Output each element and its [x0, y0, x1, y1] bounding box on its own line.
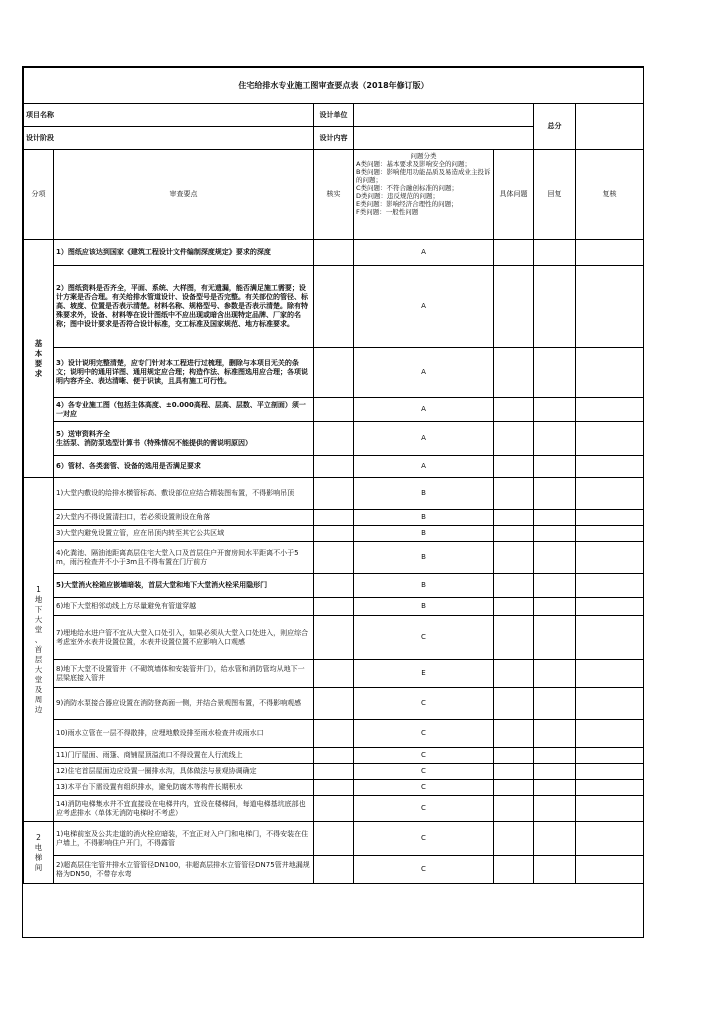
review-point: 14)消防电梯集水井不宜直接设在电梯井内，宜设在楼梯间，每道电梯基坑底部也应考虑排水（单体无消防电梯时不考虑） [54, 796, 314, 822]
verify-cell[interactable] [314, 822, 354, 856]
reply-cell[interactable] [534, 478, 576, 510]
category-cell: A [354, 240, 494, 266]
specific-issue-cell[interactable] [494, 266, 534, 348]
review-point: 5)大堂消火栓箱应嵌墙暗装，首层大堂和地下大堂消火栓采用隐形门 [54, 574, 314, 598]
category-cell: C [354, 822, 494, 856]
recheck-cell[interactable] [576, 616, 644, 660]
recheck-cell[interactable] [576, 856, 644, 884]
reply-cell[interactable] [534, 456, 576, 478]
table-row [24, 660, 644, 688]
specific-issue-cell[interactable] [494, 348, 534, 398]
review-point: 4）各专业施工图（包括主体高度、±0.000高程、层高、层数、平立剖面）须一一对应 [54, 398, 314, 422]
category-cell: B [354, 542, 494, 574]
specific-issue-cell[interactable] [494, 748, 534, 764]
specific-issue-cell[interactable] [494, 526, 534, 542]
project-name-label: 项目名称 [24, 104, 314, 127]
recheck-cell[interactable] [576, 526, 644, 542]
verify-cell[interactable] [314, 660, 354, 688]
reply-cell[interactable] [534, 598, 576, 616]
recheck-cell[interactable] [576, 240, 644, 266]
review-point: 1）图纸应该达到国家《建筑工程设计文件编制深度规定》要求的深度 [54, 240, 314, 266]
reply-cell[interactable] [534, 856, 576, 884]
table-row [24, 720, 644, 748]
section-elevator [24, 822, 54, 884]
category-cell: E [354, 660, 494, 688]
category-cell: C [354, 688, 494, 720]
verify-cell[interactable] [314, 720, 354, 748]
section-elevator-label: 电 梯 间 [34, 842, 43, 872]
reply-cell[interactable] [534, 764, 576, 780]
specific-issue-cell[interactable] [494, 822, 534, 856]
verify-cell[interactable] [314, 796, 354, 822]
section-lobby-number: 1 [36, 584, 41, 594]
recheck-cell[interactable] [576, 478, 644, 510]
header-section: 分项 [24, 150, 54, 240]
classification-line: A类问题：基本要求及影响安全的问题； [356, 159, 471, 168]
reply-cell[interactable] [534, 616, 576, 660]
category-cell: A [354, 348, 494, 398]
review-point: 5）送审资料齐全 生活泵、消防泵选型计算书（特殊情况不能提供的需说明原因） [54, 422, 314, 456]
specific-issue-cell[interactable] [494, 616, 534, 660]
reply-cell[interactable] [534, 348, 576, 398]
verify-cell[interactable] [314, 688, 354, 720]
specific-issue-cell[interactable] [494, 542, 534, 574]
table-row [24, 422, 644, 456]
classification-line: B类问题：影响使用功能品质及易造成业主投诉的问题； [356, 167, 491, 184]
verify-cell[interactable] [314, 764, 354, 780]
table-row [24, 266, 644, 348]
section-basic-label: 基 本 要 求 [34, 338, 43, 378]
review-point: 9)消防水泵接合器应设置在消防登高面一侧，并结合景观图布置，不得影响观感 [54, 688, 314, 720]
table-row [24, 856, 644, 884]
review-point: 13)木平台下需设置有组织排水，避免防腐木等构件长期积水 [54, 780, 314, 796]
specific-issue-cell[interactable] [494, 796, 534, 822]
header-reply: 回复 [534, 150, 576, 240]
recheck-cell[interactable] [576, 688, 644, 720]
classification-line: E类问题：影响经济合理性的问题； [356, 199, 458, 208]
specific-issue-cell[interactable] [494, 422, 534, 456]
category-cell: C [354, 856, 494, 884]
reply-cell[interactable] [534, 688, 576, 720]
recheck-cell[interactable] [576, 574, 644, 598]
design-content-value[interactable] [354, 127, 534, 150]
specific-issue-cell[interactable] [494, 574, 534, 598]
recheck-cell[interactable] [576, 510, 644, 526]
category-cell: B [354, 574, 494, 598]
classification-line: F类问题：一般性问题 [356, 207, 419, 216]
reply-cell[interactable] [534, 748, 576, 764]
recheck-cell[interactable] [576, 398, 644, 422]
recheck-cell[interactable] [576, 598, 644, 616]
category-cell: C [354, 796, 494, 822]
table-row [24, 348, 644, 398]
review-point: 8)地下大堂不设置管井（不砌筑墙体和安装管井门），给水管和消防管均从地下一层梁底接入管井 [54, 660, 314, 688]
classification-line: D类问题：违反规范的问题； [356, 191, 440, 200]
total-score-label: 总分 [534, 104, 576, 150]
specific-issue-cell[interactable] [494, 478, 534, 510]
specific-issue-cell[interactable] [494, 688, 534, 720]
section-lobby-label: 地 下 大 堂 、 首 层 大 堂 及 周 边 [34, 594, 43, 714]
table-row [24, 398, 644, 422]
design-content-label: 设计内容 [314, 127, 354, 150]
table-row [24, 240, 644, 266]
header-recheck: 复核 [576, 150, 644, 240]
review-point: 12)住宅首层屋面边应设置一圈排水沟，具体做法与景观协调确定 [54, 764, 314, 780]
table-row [24, 478, 644, 510]
specific-issue-cell[interactable] [494, 720, 534, 748]
design-unit-label: 设计单位 [314, 104, 354, 127]
review-point: 7)埋地给水进户管不宜从大堂入口处引入，如果必须从大堂入口处进入，则应综合考虑室外水表井设置位置，水表井设置位置不应影响入口观感 [54, 616, 314, 660]
classification-lines [356, 160, 491, 216]
recheck-cell[interactable] [576, 542, 644, 574]
review-point: 3）设计说明完整清楚，应专门针对本工程进行过梳理，删除与本项目无关的条文；说明中的通用详图、通用规定应合理；构造作法、标准图选用应合理；各项说明内容齐全、表达清晰、便于识读，且具有施工可行性。 [54, 348, 314, 398]
section-basic [24, 240, 54, 478]
specific-issue-cell[interactable] [494, 780, 534, 796]
recheck-cell[interactable] [576, 796, 644, 822]
review-point: 3)大堂内避免设置立管，应在吊顶内转至其它公共区域 [54, 526, 314, 542]
specific-issue-cell[interactable] [494, 240, 534, 266]
category-cell: A [354, 266, 494, 348]
header-verify: 核实 [314, 150, 354, 240]
review-point: 1)电梯前室及公共走道的消火栓应暗装，不宜正对入户门和电梯门，不得安装在住户墙上，不得影响住户开门，不得露管 [54, 822, 314, 856]
verify-cell[interactable] [314, 616, 354, 660]
verify-cell[interactable] [314, 422, 354, 456]
reply-cell[interactable] [534, 398, 576, 422]
category-cell: B [354, 478, 494, 510]
table-row [24, 526, 644, 542]
recheck-cell[interactable] [576, 348, 644, 398]
table-row [24, 616, 644, 660]
recheck-cell[interactable] [576, 720, 644, 748]
category-cell: B [354, 598, 494, 616]
verify-cell[interactable] [314, 456, 354, 478]
table-row [24, 510, 644, 526]
table-row [24, 574, 644, 598]
reply-cell[interactable] [534, 822, 576, 856]
verify-cell[interactable] [314, 348, 354, 398]
review-point: 2)大堂内不得设置清扫口，若必须设置则设在角落 [54, 510, 314, 526]
header-classification [354, 150, 494, 240]
reply-cell[interactable] [534, 510, 576, 526]
recheck-cell[interactable] [576, 266, 644, 348]
specific-issue-cell[interactable] [494, 510, 534, 526]
category-cell: B [354, 510, 494, 526]
verify-cell[interactable] [314, 478, 354, 510]
recheck-cell[interactable] [576, 764, 644, 780]
verify-cell[interactable] [314, 398, 354, 422]
classification-title: 问题分类 [410, 151, 437, 160]
reply-cell[interactable] [534, 660, 576, 688]
total-score-value[interactable] [576, 104, 644, 150]
category-cell: A [354, 422, 494, 456]
reply-cell[interactable] [534, 780, 576, 796]
section-elevator-number: 2 [36, 832, 41, 842]
recheck-cell[interactable] [576, 780, 644, 796]
review-point: 11)门厅屋面、雨篷、商铺屋顶溢流口不得设置在人行流线上 [54, 748, 314, 764]
section-lobby [24, 478, 54, 822]
reply-cell[interactable] [534, 542, 576, 574]
specific-issue-cell[interactable] [494, 398, 534, 422]
category-cell: A [354, 398, 494, 422]
category-cell: C [354, 720, 494, 748]
recheck-cell[interactable] [576, 660, 644, 688]
header-points: 审查要点 [54, 150, 314, 240]
classification-line: C类问题：不符合融创标准的问题； [356, 183, 459, 192]
table-row [24, 456, 644, 478]
category-cell: C [354, 780, 494, 796]
review-point: 2)超高层住宅管井排水立管管径DN100，非超高层排水立管管径DN75管井地漏规格为DN50，不带存水弯 [54, 856, 314, 884]
specific-issue-cell[interactable] [494, 598, 534, 616]
reply-cell[interactable] [534, 720, 576, 748]
review-point: 6)地下大堂相邻动线上方尽量避免有管道穿越 [54, 598, 314, 616]
table-row [24, 780, 644, 796]
recheck-cell[interactable] [576, 422, 644, 456]
reply-cell[interactable] [534, 240, 576, 266]
specific-issue-cell[interactable] [494, 856, 534, 884]
review-point: 1)大堂内敷设的给排水横管标高、敷设部位应结合精装图布置，不得影响吊顶 [54, 478, 314, 510]
category-cell: B [354, 526, 494, 542]
verify-cell[interactable] [314, 856, 354, 884]
specific-issue-cell[interactable] [494, 456, 534, 478]
verify-cell[interactable] [314, 510, 354, 526]
specific-issue-cell[interactable] [494, 660, 534, 688]
verify-cell[interactable] [314, 748, 354, 764]
review-point: 10)雨水立管在一层不得散排，应埋地敷设排至雨水检查井或雨水口 [54, 720, 314, 748]
review-sheet [22, 66, 644, 938]
design-unit-value[interactable] [354, 104, 534, 127]
verify-cell[interactable] [314, 574, 354, 598]
table-row [24, 748, 644, 764]
reply-cell[interactable] [534, 796, 576, 822]
verify-cell[interactable] [314, 266, 354, 348]
category-cell: C [354, 764, 494, 780]
review-point: 2）图纸资料是否齐全，平面、系统、大样图，有无遗漏，能否满足施工需要；设计方案是否合理。有关给排水管道设计、设备型号是否完整。有关部位的管径、标高、坡度、位置是否表示清楚。材料名称、规格型号、参数是否表示清楚。除有特殊要求外，设备、材料等在设计图纸中不应出现或暗含出现特定品牌、厂家的名称；图中设计要求是否符合设计标准，交工标准及国家规范、地方标准要求。 [54, 266, 314, 348]
category-cell: A [354, 456, 494, 478]
verify-cell[interactable] [314, 598, 354, 616]
table-row [24, 764, 644, 780]
verify-cell[interactable] [314, 542, 354, 574]
table-row [24, 822, 644, 856]
reply-cell[interactable] [534, 574, 576, 598]
verify-cell[interactable] [314, 780, 354, 796]
recheck-cell[interactable] [576, 456, 644, 478]
review-point: 4)化粪池、隔油池距离高层住宅大堂入口及首层住户开窗房间水平距离不小于5m，雨污检查井不小于3m且不得布置在门厅前方 [54, 542, 314, 574]
verify-cell[interactable] [314, 526, 354, 542]
table-row [24, 796, 644, 822]
recheck-cell[interactable] [576, 748, 644, 764]
recheck-cell[interactable] [576, 822, 644, 856]
table-row [24, 542, 644, 574]
table-row [24, 598, 644, 616]
design-stage-label: 设计阶段 [24, 127, 314, 150]
review-point: 6）管材、各类套管、设备的选用是否满足要求 [54, 456, 314, 478]
reply-cell[interactable] [534, 422, 576, 456]
specific-issue-cell[interactable] [494, 764, 534, 780]
reply-cell[interactable] [534, 266, 576, 348]
table-row [24, 688, 644, 720]
category-cell: C [354, 748, 494, 764]
reply-cell[interactable] [534, 526, 576, 542]
verify-cell[interactable] [314, 240, 354, 266]
header-specific: 具体问题 [494, 150, 534, 240]
page-title: 住宅给排水专业施工图审查要点表（2018年修订版） [24, 68, 644, 104]
review-table [23, 67, 644, 884]
category-cell: C [354, 616, 494, 660]
